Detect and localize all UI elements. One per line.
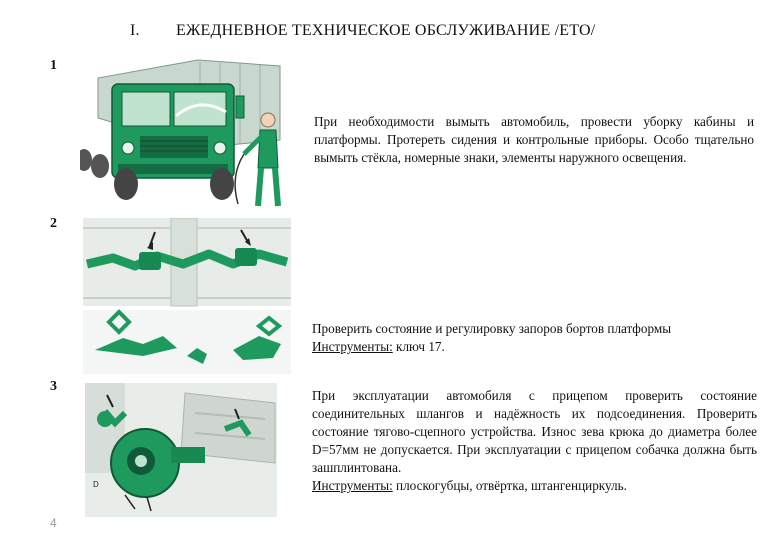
- page-title: ЕЖЕДНЕВНОЕ ТЕХНИЧЕСКОЕ ОБСЛУЖИВАНИЕ /ЕТО/: [176, 22, 596, 39]
- tools-line-2: [312, 338, 762, 356]
- item-number-3: 3: [50, 379, 57, 394]
- instruction-2: [312, 320, 762, 356]
- item-number-2: 2: [50, 216, 57, 231]
- tools-line-3: [312, 477, 757, 495]
- item-number-1: 1: [50, 58, 57, 73]
- truck-washing-icon: [80, 56, 290, 212]
- svg-text:D: D: [93, 480, 99, 489]
- instruction-3: [312, 387, 757, 495]
- towing-hitch-icon: [85, 383, 277, 517]
- tools-label: Инструменты:: [312, 339, 393, 354]
- instruction-text-3: При эксплуатации автомобиля с прицепом проверить состояние соединительных шлангов и надёжность их подсоединения. Проверить состояние тягово-сцепного устройства. Износ зева крюка до диаметра более D=57мм не допускается. При эксплуатации с прицепом собачка должна быть зашплинтована.: [312, 388, 757, 475]
- instruction-text-2: Проверить состояние и регулировку запоров бортов платформы: [312, 321, 672, 336]
- instruction-text-1: При необходимости вымыть автомобиль, провести уборку кабины и платформы. Протереть сидения и контрольные приборы. Особо тщательно вымыть стёкла, номерные знаки, элементы наружного освещения.: [314, 114, 754, 165]
- tools-value: плоскогубцы, отвёртка, штангенциркуль.: [396, 478, 627, 493]
- page-number: 4: [50, 516, 57, 530]
- tools-label: Инструменты:: [312, 478, 393, 493]
- tools-value: ключ 17.: [396, 339, 445, 354]
- section-number: I.: [130, 22, 140, 39]
- platform-lock-icon: [83, 218, 291, 374]
